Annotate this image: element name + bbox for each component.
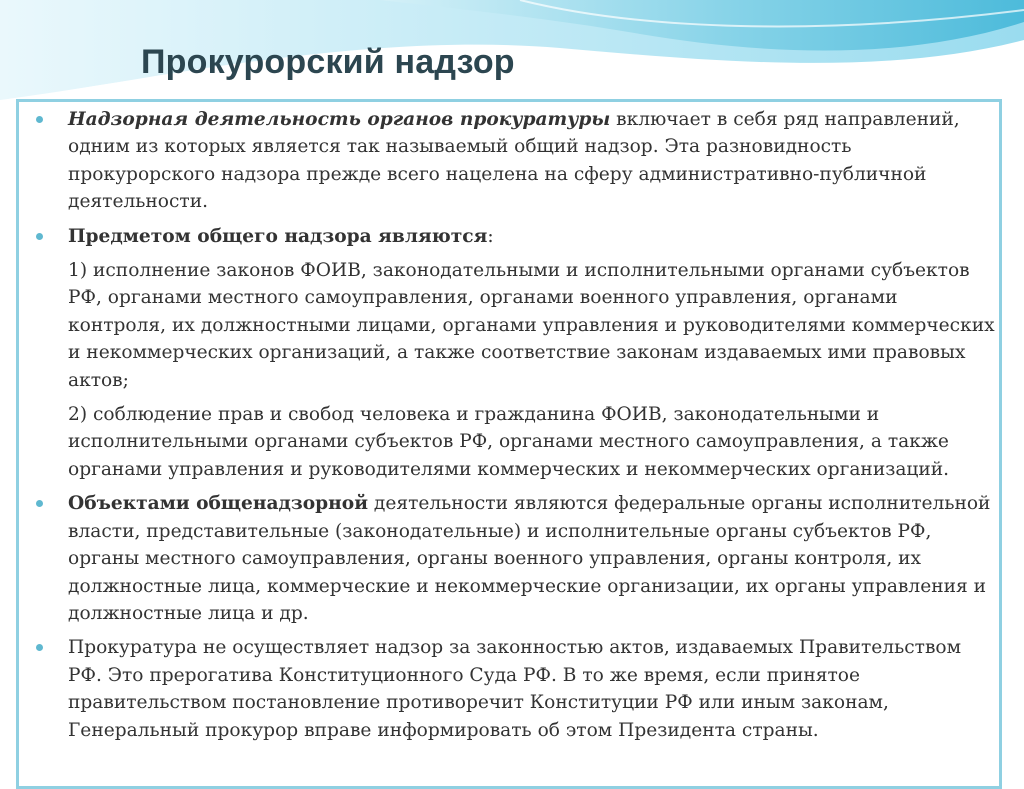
paragraph-lead: Предметом общего надзора являются	[68, 225, 488, 247]
paragraph-subject-heading	[36, 223, 996, 250]
paragraph-text: :	[487, 225, 494, 247]
paragraph-text: включает в себя ряд направлений, одним из которых является так называемый общий надзор. Эта разновидность прокурорского надзора прежде всего нацелена на сферу административно-публичной деятельности.	[68, 109, 960, 213]
bullet-icon	[36, 500, 43, 507]
slide-body	[36, 106, 996, 751]
paragraph-lead: Объектами общенадзорной	[68, 493, 368, 515]
bullet-icon	[36, 644, 43, 651]
paragraph-text: 1) исполнение законов ФОИВ, законодательными и исполнительными органами субъектов РФ, органами местного самоуправления, органами военного управления, органами контроля, их должностными лицами, органами управления и руководителями коммерческих и некоммерческих организаций, а также соответствие законам издаваемых ими правовых актов;	[68, 260, 995, 391]
paragraph-subject-item-2	[36, 401, 996, 483]
paragraph-text: деятельности являются федеральные органы исполнительной власти, представительные (законодательные) и исполнительные органы субъектов РФ, органы местного самоуправления, органы военного управления, органы контроля, их должностные лица, коммерческие и некоммерческие организации, их органы управления и должностные лица и др.	[68, 493, 991, 624]
paragraph-text: Прокуратура не осуществляет надзор за законностью актов, издаваемых Правительством РФ. Это прерогатива Конституционного Суда РФ. В то же время, если принятое правительством постановление противоречит Конституции РФ или иным законам, Генеральный прокурор вправе информировать об этом Президента страны.	[68, 637, 962, 741]
paragraph-lead: Надзорная деятельность органов прокуратуры	[68, 109, 611, 130]
paragraph-subject-item-1	[36, 257, 996, 394]
paragraph-text: 2) соблюдение прав и свобод человека и гражданина ФОИВ, законодательными и исполнительными органами субъектов РФ, органами местного самоуправления, а также органами управления и руководителями коммерческих и некоммерческих организаций.	[68, 404, 950, 480]
paragraph-government-acts	[36, 634, 996, 744]
bullet-icon	[36, 233, 43, 240]
paragraph-supervisory-activity	[36, 106, 996, 216]
bullet-icon	[36, 116, 43, 123]
paragraph-objects	[36, 490, 996, 627]
slide-title: Прокурорский надзор	[141, 43, 515, 81]
